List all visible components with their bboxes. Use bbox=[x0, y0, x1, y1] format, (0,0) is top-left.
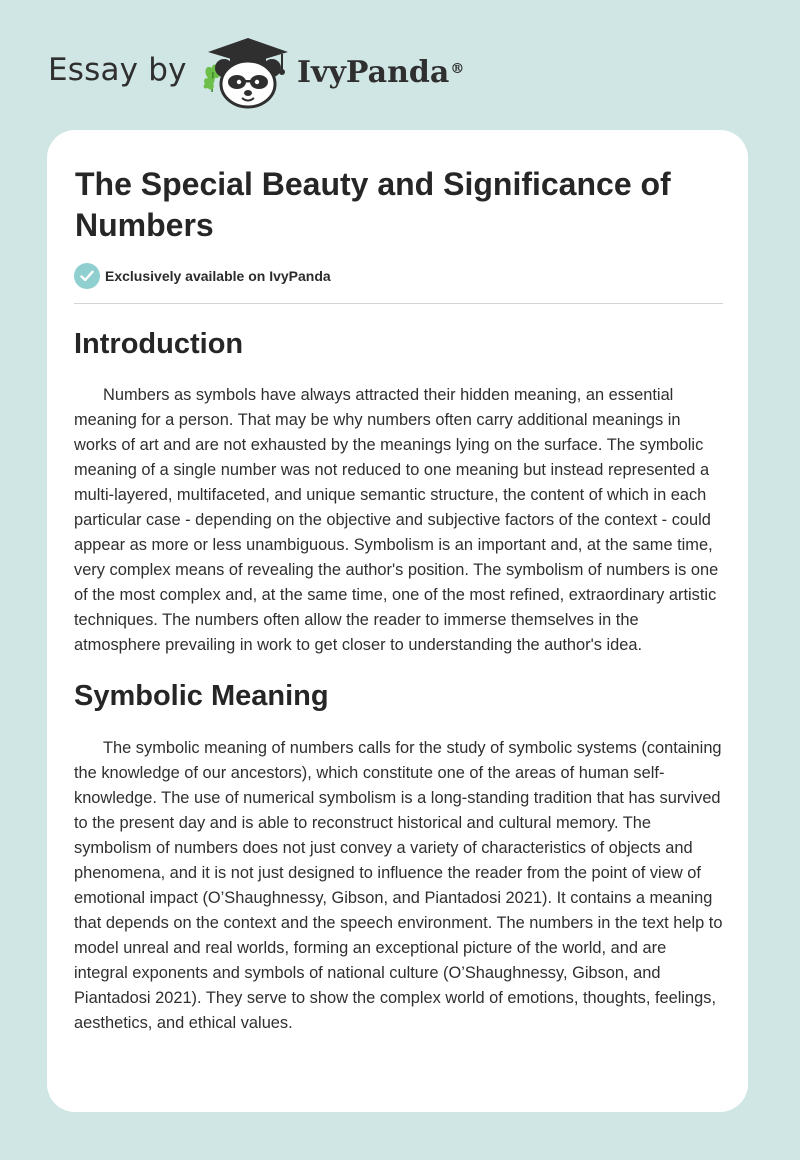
section-heading: Symbolic Meaning bbox=[74, 680, 329, 712]
article-card bbox=[47, 130, 748, 1112]
section-paragraph: Numbers as symbols have always attracted their hidden meaning, an essential meaning for a person. That may be why numbers often carry additional meanings in works of art and are not exhausted by the meanings lying on the surface. The symbolic meaning of a single number was not reduced to one meaning but instead represented a multi-layered, multifaceted, and unique semantic structure, the content of which in each particular case - depending on the objective and subjective factors of the context - could appear as more or less unambiguous. Symbolism is an important and, at the same time, very complex means of revealing the author's position. The symbolism of numbers is one of the most complex and, at the same time, one of the most refined, extraordinary artistic techniques. The numbers often allow the reader to immerse themselves in the atmosphere prevailing in work to get closer to understanding the author's idea. bbox=[74, 386, 719, 654]
site-header bbox=[0, 0, 800, 130]
exclusive-badge bbox=[74, 263, 331, 289]
article-title: The Special Beauty and Significance of Numbers bbox=[75, 166, 671, 243]
brand-logo-text[interactable] bbox=[297, 53, 464, 93]
panda-graduation-cap-icon[interactable] bbox=[200, 34, 296, 110]
section-heading: Introduction bbox=[74, 328, 244, 360]
registered-mark: ® bbox=[450, 61, 465, 77]
title-divider bbox=[74, 303, 723, 304]
brand-name: IvyPanda bbox=[297, 55, 450, 90]
check-icon bbox=[74, 263, 100, 289]
section-symbolic-meaning bbox=[74, 678, 724, 1036]
section-introduction bbox=[74, 326, 724, 658]
exclusive-label: Exclusively available on IvyPanda bbox=[105, 268, 331, 284]
essay-by-label: Essay by bbox=[48, 52, 187, 88]
section-paragraph: The symbolic meaning of numbers calls for the study of symbolic systems (containing the knowledge of our ancestors), which constitute one of the areas of human self-knowledge. The use of numerical symbolism is a long-standing tradition that has survived to the present day and is able to reconstruct historical and cultural memory. The symbolism of numbers does not just convey a variety of characteristics of objects and phenomena, and it is not just designed to influence the reader from the point of view of emotional impact (O’Shaughnessy, Gibson, and Piantadosi 2021). It contains a meaning that depends on the context and the speech environment. The numbers in the text help to model unreal and real worlds, forming an exceptional picture of the world, and are integral exponents and symbols of national culture (O’Shaughnessy, Gibson, and Piantadosi 2021). They serve to show the complex world of emotions, thoughts, feelings, aesthetics, and ethical values. bbox=[74, 739, 723, 1032]
